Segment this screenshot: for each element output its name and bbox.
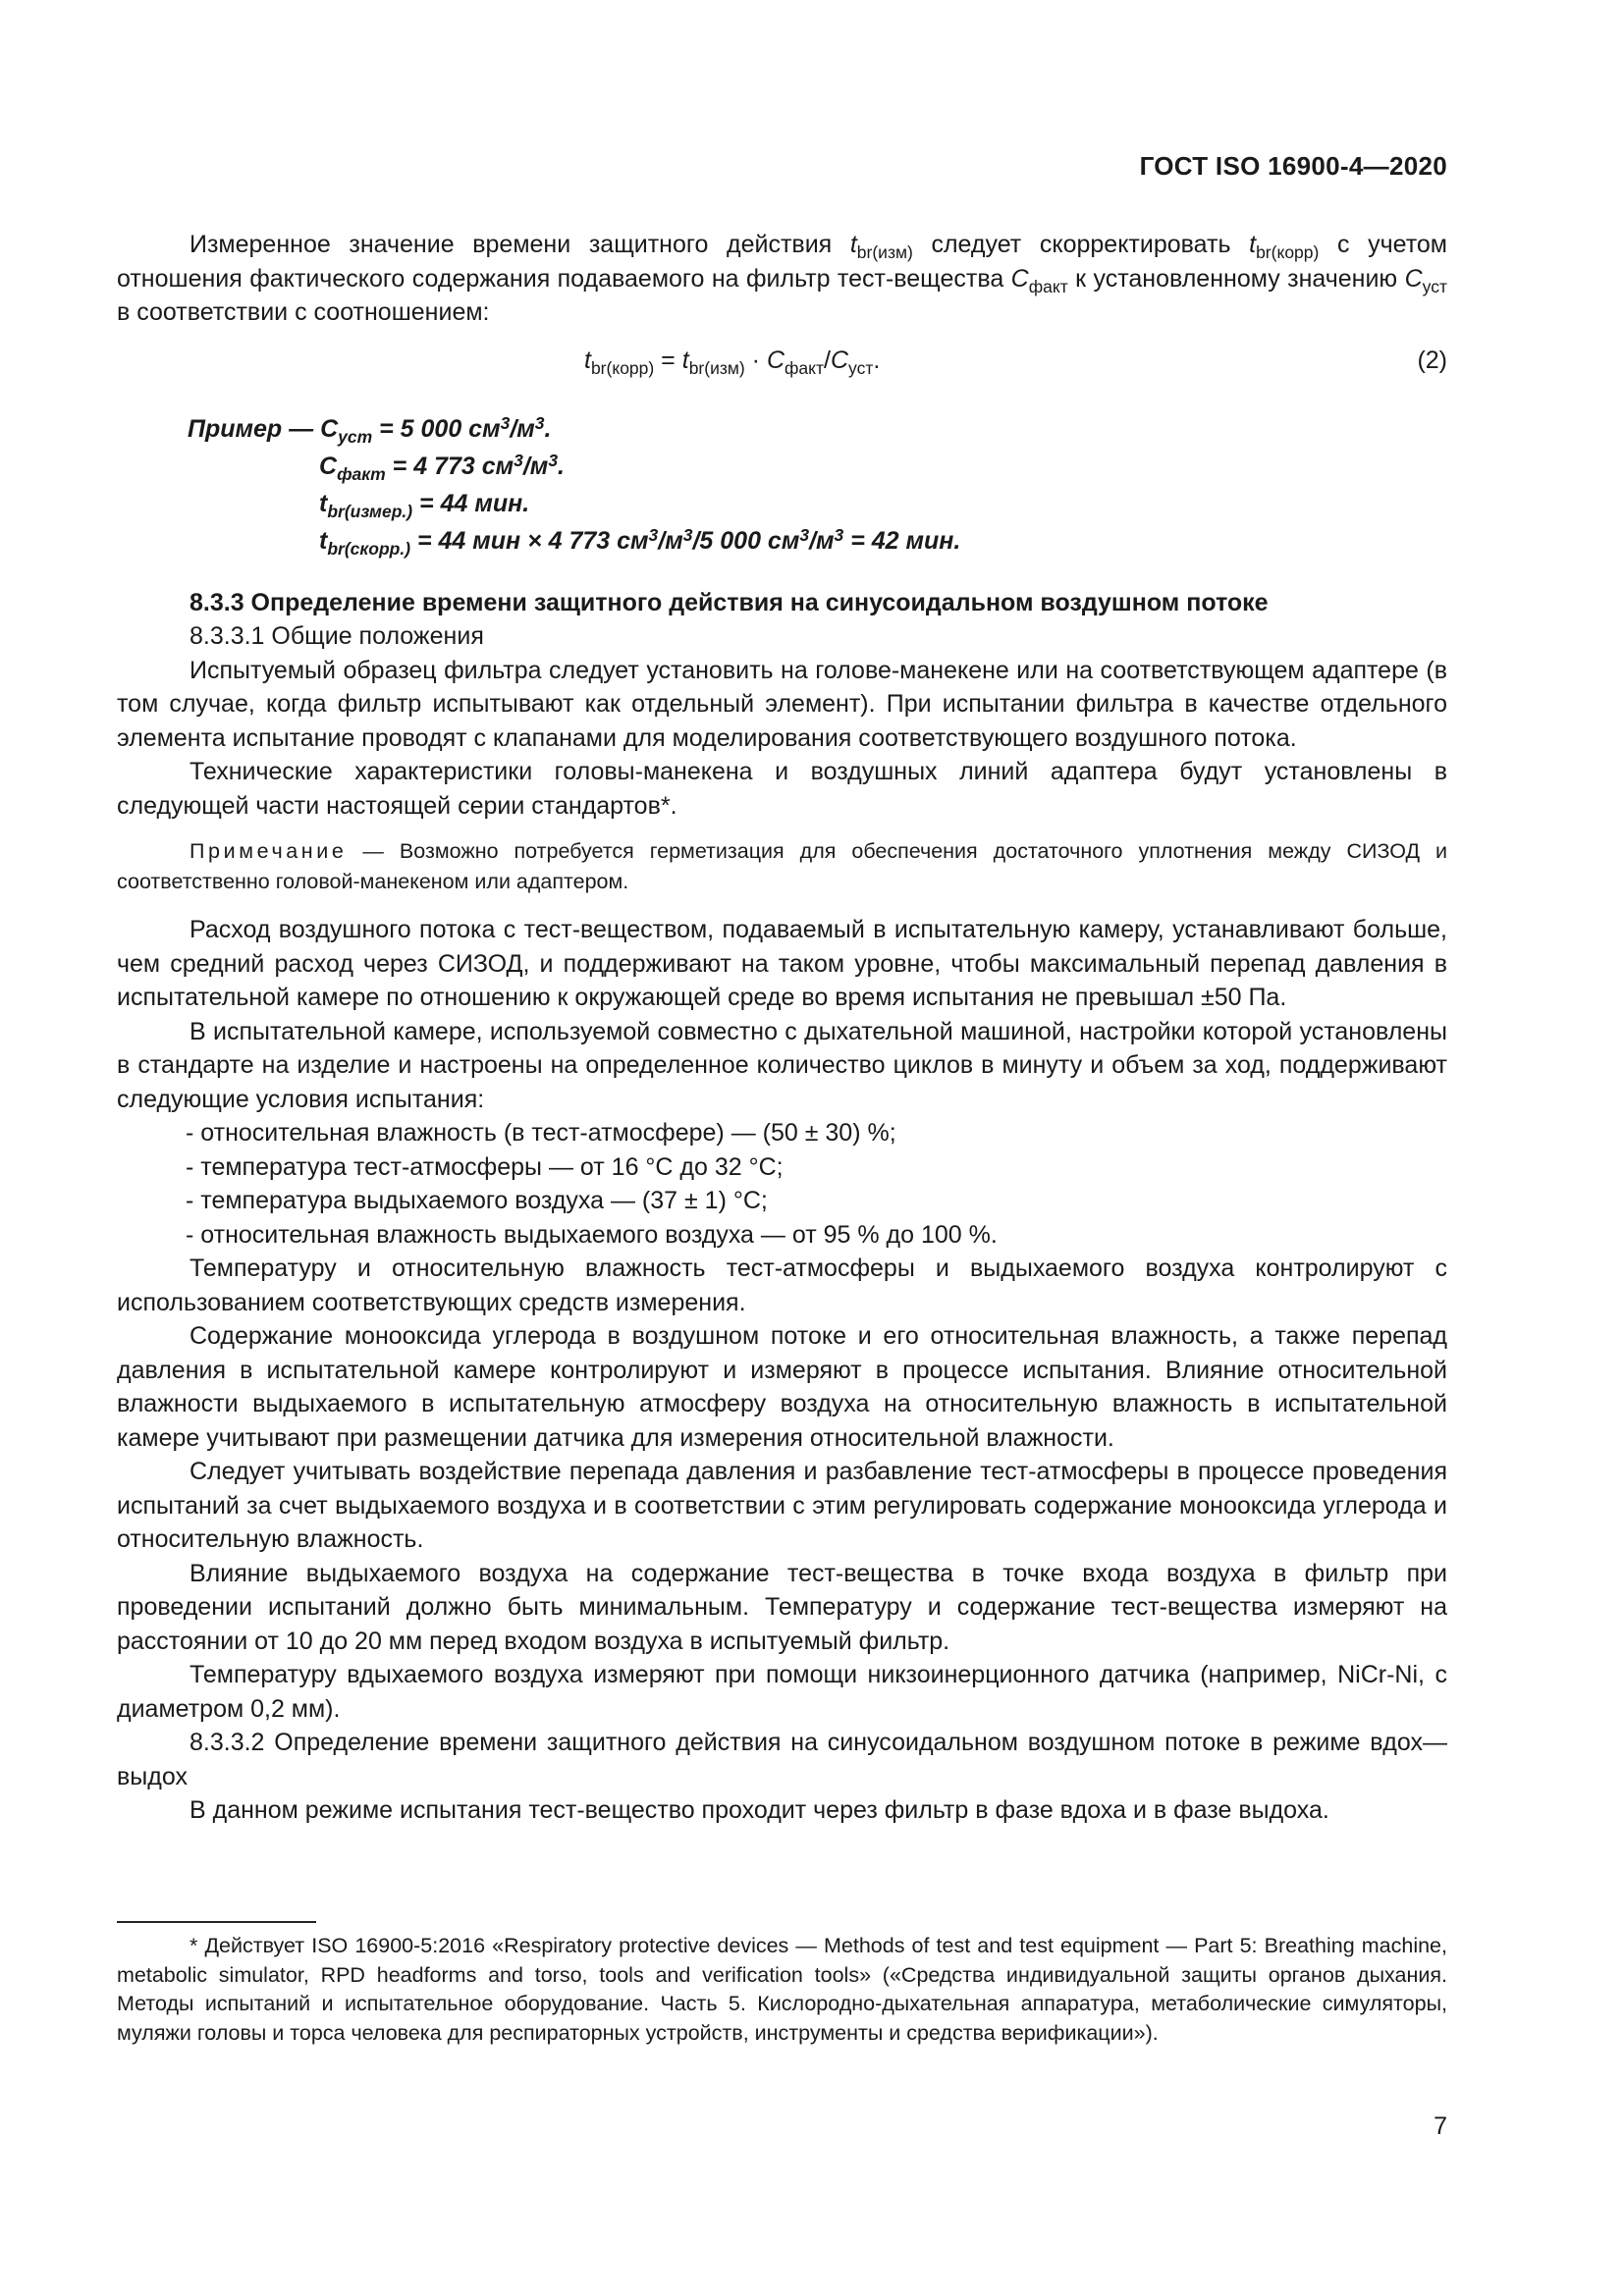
formula-number: (2) — [1417, 346, 1447, 374]
paragraph: Расход воздушного потока с тест-веществом, подаваемый в испытательную камеру, устанавливают больше, чем средний расход через СИЗОД, и поддерживают на таком уровне, чтобы максимальный перепад давления в испытательной камере по отношению к окружающей среде во время испытания не превышал ±50 Па. — [117, 916, 1447, 1011]
list-item: - температура тест-атмосферы — от 16 °C до 32 °C; — [186, 1152, 784, 1181]
list-item: - температура выдыхаемого воздуха — (37 ± 1) °C; — [186, 1187, 768, 1214]
subsection-heading-2: 8.3.3.2 Определение времени защитного действия на синусоидальном воздушном потоке в режиме вдох—выдох — [117, 1729, 1447, 1790]
page-number: 7 — [1434, 2112, 1447, 2140]
section-heading: 8.3.3 Определение времени защитного действия на синусоидальном воздушном потоке — [189, 588, 1269, 616]
example-line-4: $t_{br(скорр.)} = 44$ мин × 4 773 $см^3/м^3/5$ 000 $см^3/м^3 = 42$ мин. — [319, 524, 961, 559]
paragraph: Содержание монооксида углерода в воздушном потоке и его относительная влажность, а также перепад давления в испытательной камере контролируют и измеряют в процессе испытания. Влияние относительной влажности выдыхаемого в испытательную атмосферу воздуха на относительную влажность в испытательной камере учитывают при размещении датчика для измерения относительной влажности. — [117, 1322, 1447, 1452]
paragraph: Температуру вдыхаемого воздуха измеряют при помощи никзоинерционного датчика (например, NiCr-Ni, с диаметром 0,2 мм). — [117, 1661, 1447, 1723]
example-line-2: $C_{факт} = 4$ 773 $см^3/м^3$. — [319, 450, 565, 484]
conditions-list — [117, 1116, 1447, 1252]
paragraph: Влияние выдыхаемого воздуха на содержание тест-вещества в точке входа воздуха в фильтр при проведении испытаний должно быть минимальным. Температуру и содержание тест-вещества измеряют на расстоянии от 10 до 20 мм перед входом воздуха в испытуемый фильтр. — [117, 1559, 1447, 1655]
paragraph: Технические характеристики головы-манекена и воздушных линий адаптера будут установлены в следующей части настоящей серии стандартов*. — [117, 758, 1447, 820]
subsection-heading-1: 8.3.3.1 Общие положения — [189, 622, 484, 650]
note-text: — Возможно потребуется герметизация для обеспечения достаточного уплотнения между СИЗОД и соответственно головой-манекеном или адаптером. — [117, 839, 1447, 893]
example-line-3: $t_{br(измер.)} = 44$ мин. — [319, 489, 530, 521]
formula: $t_{br(корр)} = t_{br(изм)} \cdot C_{факт}/C_{уст}$. — [584, 346, 881, 378]
footnote-divider — [117, 1921, 316, 1923]
paragraph: В испытательной камере, используемой совместно с дыхательной машиной, настройки которой установлены в стандарте на изделие и настроены на определенное количество циклов в минуту и объем за ход, поддерживают следующие условия испытания: — [117, 1017, 1447, 1113]
list-item: - относительная влажность (в тест-атмосфере) — (50 ± 30) %; — [186, 1119, 896, 1147]
intro-paragraph: Измеренное значение времени защитного действия $t_{br(изм)}$ следует скорректировать $t_{br(корр)}$ с учетом отношения фактического содержания подаваемого на фильтр тест-вещества $C_{факт}$ к установленному значению $C_{уст}$ в соответствии с соотношением: — [117, 231, 1447, 326]
page-content — [117, 228, 1447, 1828]
list-item: - относительная влажность выдыхаемого воздуха — от 95 % до 100 %. — [186, 1220, 998, 1249]
paragraph: Следует учитывать воздействие перепада давления и разбавление тест-атмосферы в процессе проведения испытаний за счет выдыхаемого воздуха и в соответствии с этим регулировать содержание монооксида углерода и относительную влажность. — [117, 1458, 1447, 1553]
formula-block — [117, 342, 1447, 395]
paragraph: Испытуемый образец фильтра следует установить на голове-манекене или на соответствующем адаптере (в том случае, когда фильтр испытывают как отдельный элемент). При испытании фильтра в качестве отдельного элемента испытание проводят с клапанами для моделирования соответствующего воздушного потока. — [117, 656, 1447, 752]
paragraph: В данном режиме испытания тест-вещество проходит через фильтр в фазе вдоха и в фазе выдоха. — [189, 1796, 1329, 1824]
example-block — [117, 412, 1447, 561]
paragraph: Температуру и относительную влажность тест-атмосферы и выдыхаемого воздуха контролируют с использованием соответствующих средств измерения. — [117, 1255, 1447, 1316]
example-line-1: Пример — $C_{уст} = 5$ 000 $см^3/м^3$. — [188, 412, 552, 447]
note — [117, 836, 1447, 897]
document-header: ГОСТ ISO 16900-4—2020 — [1139, 151, 1447, 181]
footnote: * Действует ISO 16900-5:2016 «Respiratory protective devices — Methods of test and test equipment — Part 5: Breathing machine, metabolic simulator, RPD headforms and torso, tools and verification tools» («Средства индивидуальной защиты органов дыхания. Методы испытаний и испытательное оборудование. Часть 5. Кислородно-дыхательная аппаратура, метаболические симуляторы, муляжи головы и торса человека для респираторных устройств, инструменты и средства верификации»). — [117, 1934, 1447, 2045]
note-label: Примечание — [189, 839, 348, 863]
